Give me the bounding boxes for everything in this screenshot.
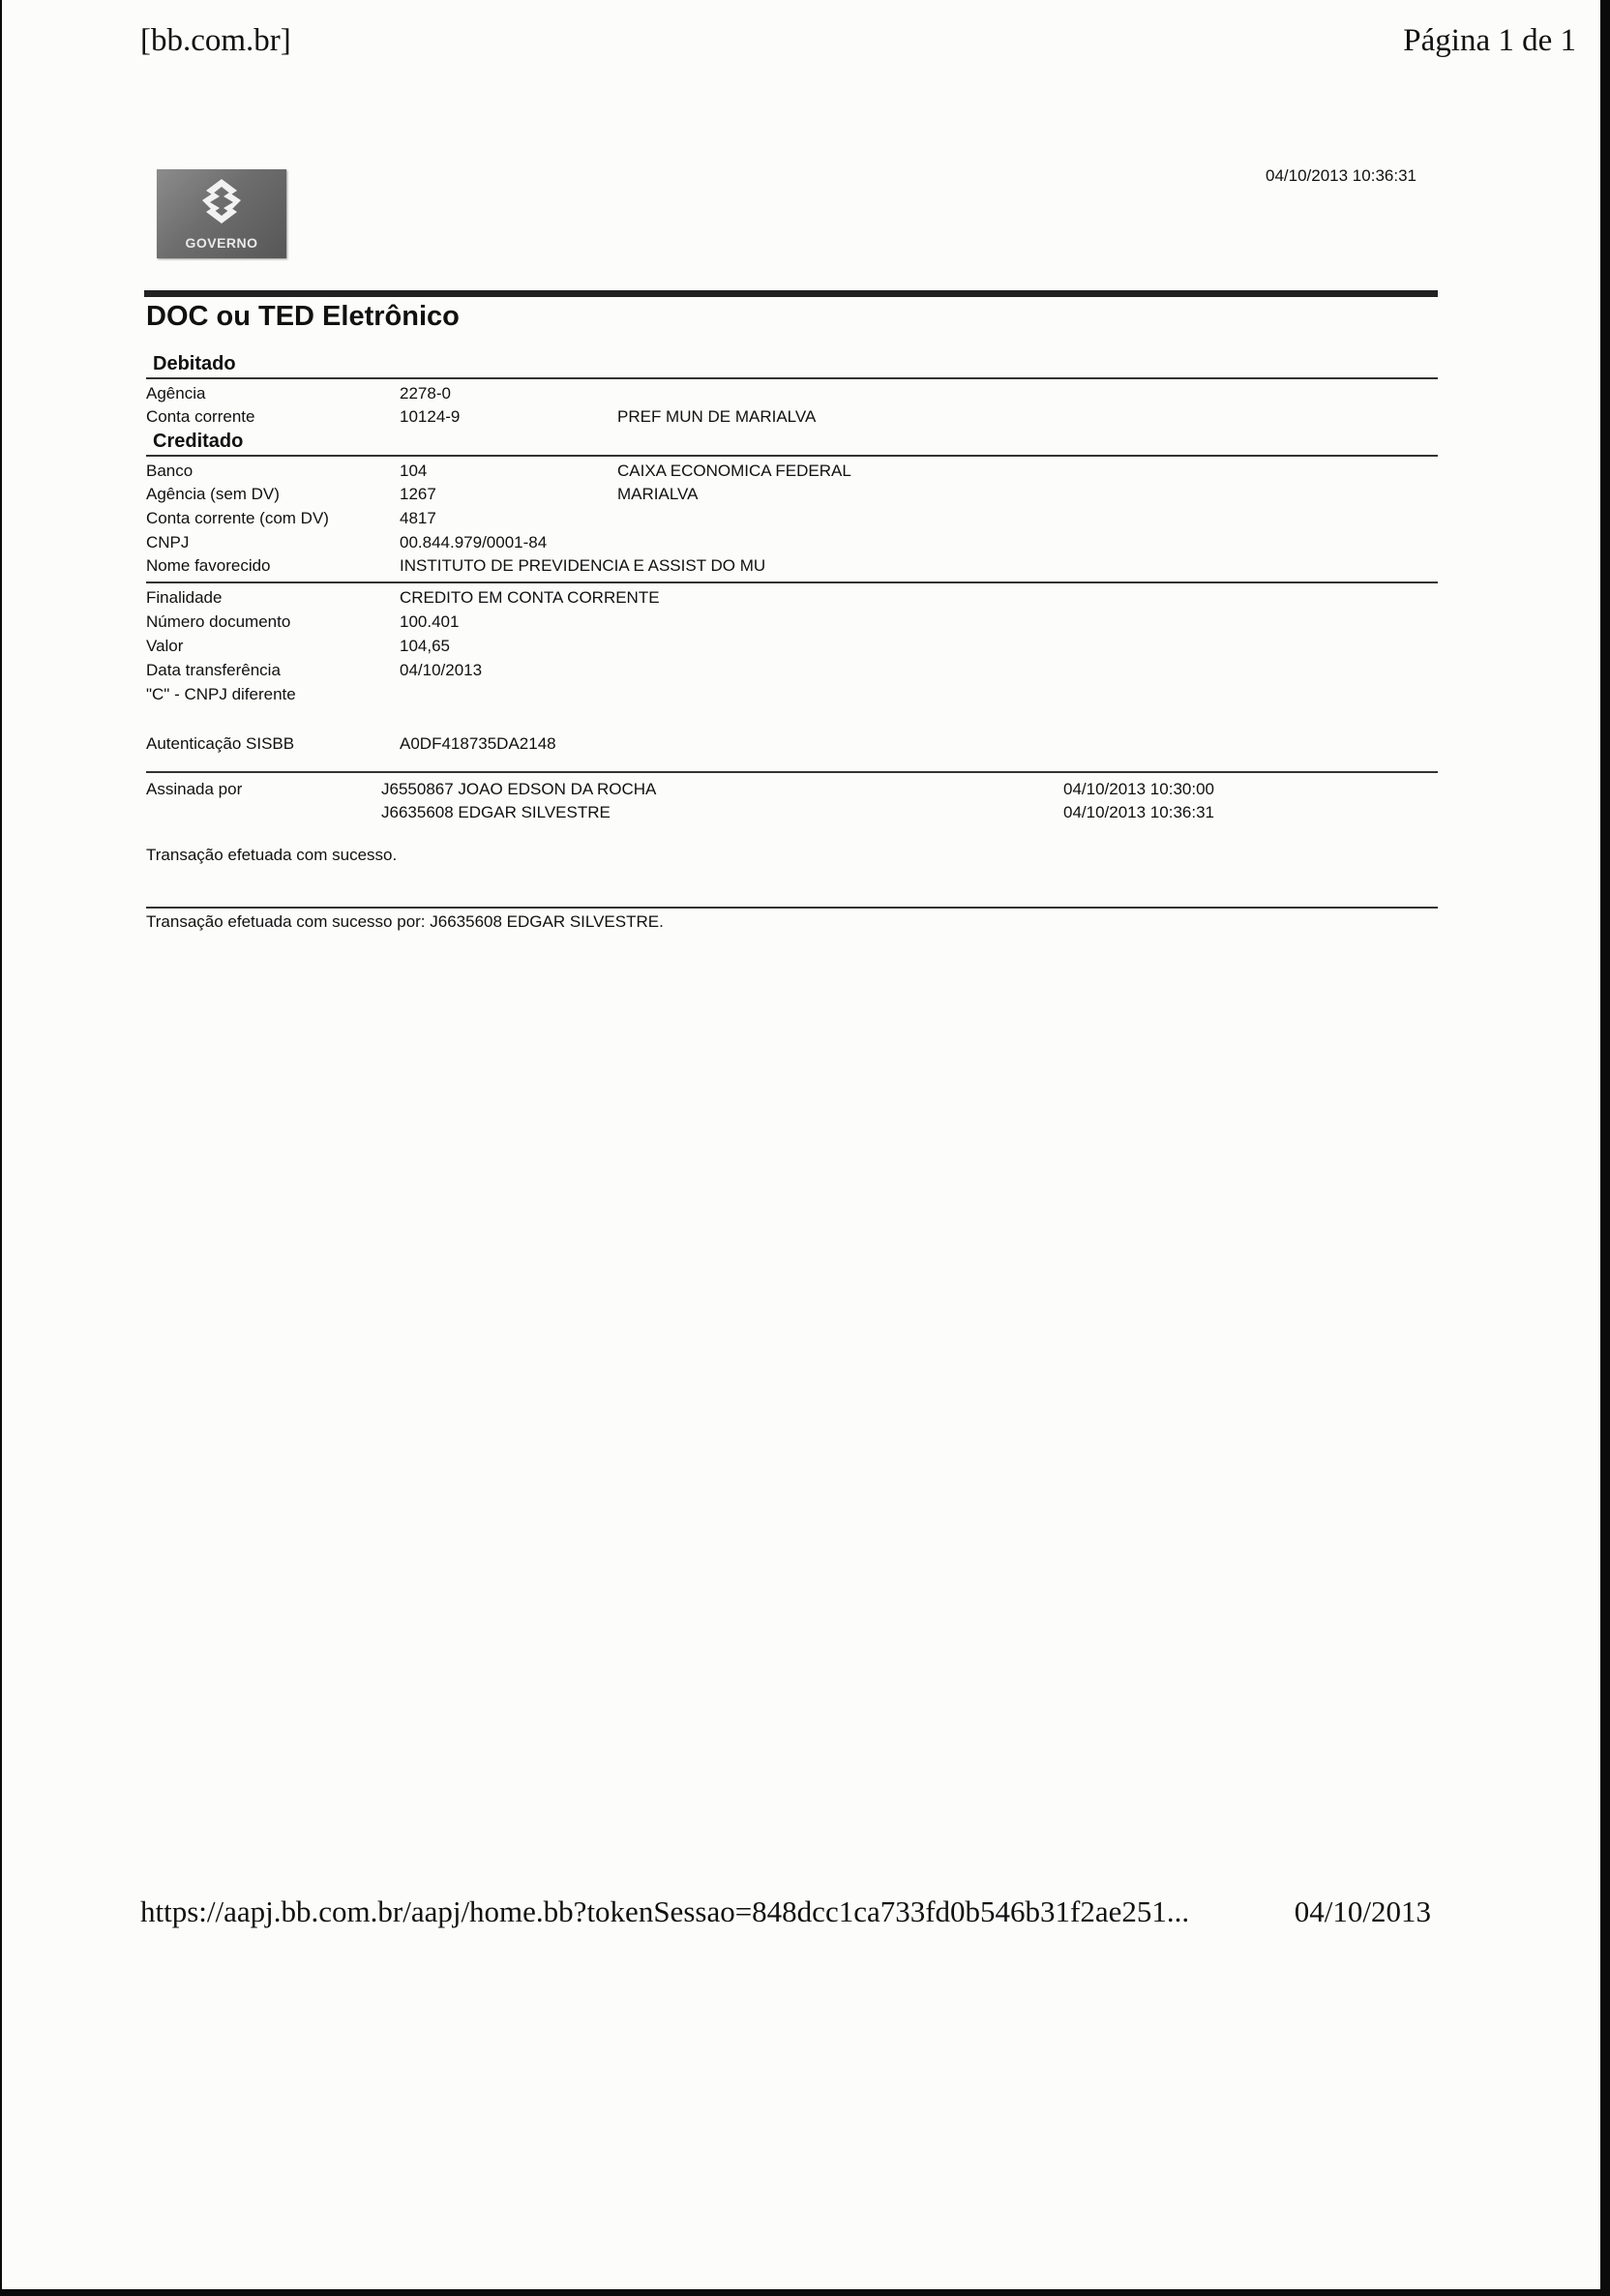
field-value: 100.401: [400, 612, 460, 631]
credit-row-favorecido: [146, 556, 1438, 580]
signer-name: J6635608 EDGAR SILVESTRE: [381, 803, 611, 821]
signer-datetime: 04/10/2013 10:36:31: [1063, 803, 1214, 821]
divider: [146, 771, 1438, 773]
field-value: 10124-9: [400, 407, 461, 426]
field-value: 104: [400, 462, 428, 480]
credit-row-conta: [146, 509, 1438, 532]
field-value: 104,65: [400, 637, 450, 655]
debit-row-conta: [146, 407, 1438, 431]
field-label: "C" - CNPJ diferente: [146, 685, 296, 703]
section-creditado: Creditado: [153, 431, 244, 452]
divider: [146, 377, 1438, 379]
authentication-code: A0DF418735DA2148: [400, 734, 556, 753]
field-value: 04/10/2013: [400, 661, 483, 679]
status-message: Transação efetuada com sucesso.: [146, 846, 398, 864]
field-label: Banco: [146, 462, 194, 480]
field-extra: CAIXA ECONOMICA FEDERAL: [617, 462, 851, 480]
print-timestamp: 04/10/2013 10:36:31: [1266, 166, 1416, 185]
field-value: 4817: [400, 509, 436, 527]
detail-row-data-transferencia: [146, 661, 1438, 684]
field-extra: PREF MUN DE MARIALVA: [617, 407, 817, 426]
field-label: Conta corrente (com DV): [146, 509, 329, 527]
bank-logo: [157, 169, 286, 258]
header-page-number: Página 1 de 1: [1403, 23, 1576, 58]
signer-datetime: 04/10/2013 10:30:00: [1063, 780, 1214, 798]
field-label: Conta corrente: [146, 407, 255, 426]
printed-page: [2, 0, 1600, 2289]
autenticacao-row: [146, 734, 1438, 758]
field-value: 00.844.979/0001-84: [400, 533, 548, 552]
debit-row-agencia: [146, 384, 1438, 407]
detail-row-numero-documento: [146, 612, 1438, 636]
field-label: Data transferência: [146, 661, 281, 679]
field-label: Assinada por: [146, 780, 243, 798]
field-label: Agência: [146, 384, 206, 403]
header-site: [bb.com.br]: [140, 23, 291, 58]
section-debitado: Debitado: [153, 353, 236, 374]
field-label: Valor: [146, 637, 184, 655]
field-label: Finalidade: [146, 588, 223, 607]
detail-row-finalidade: [146, 588, 1438, 611]
field-value: CREDITO EM CONTA CORRENTE: [400, 588, 660, 607]
field-label: Nome favorecido: [146, 556, 271, 575]
detail-row-valor: [146, 637, 1438, 660]
field-label: Número documento: [146, 612, 291, 631]
field-label: Agência (sem DV): [146, 485, 280, 503]
banco-do-brasil-logo-icon: [194, 177, 249, 225]
signer-name: J6550867 JOAO EDSON DA ROCHA: [381, 780, 657, 798]
signer-row: [146, 780, 1438, 803]
field-value: 1267: [400, 485, 436, 503]
field-value: 2278-0: [400, 384, 451, 403]
divider: [146, 581, 1438, 583]
divider: [146, 455, 1438, 457]
credit-row-cnpj: [146, 533, 1438, 556]
document-title: DOC ou TED Eletrônico: [146, 301, 460, 332]
field-value: INSTITUTO DE PREVIDENCIA E ASSIST DO MU: [400, 556, 766, 575]
credit-row-agencia: [146, 485, 1438, 508]
footer-date: 04/10/2013: [1294, 1894, 1431, 1928]
signer-row: [146, 803, 1438, 826]
field-label: CNPJ: [146, 533, 190, 552]
status-by-message: Transação efetuada com sucesso por: J6635608 EDGAR SILVESTRE.: [146, 912, 664, 931]
field-extra: MARIALVA: [617, 485, 699, 503]
detail-row-cnpj-diferente: [146, 685, 1438, 708]
title-rule: [144, 290, 1438, 297]
logo-caption: GOVERNO: [185, 235, 258, 251]
divider: [146, 907, 1438, 909]
footer-url: https://aapj.bb.com.br/aapj/home.bb?tokenSessao=848dcc1ca733fd0b546b31f2ae251...: [140, 1894, 1190, 1928]
credit-row-banco: [146, 462, 1438, 485]
field-label: Autenticação SISBB: [146, 734, 295, 753]
